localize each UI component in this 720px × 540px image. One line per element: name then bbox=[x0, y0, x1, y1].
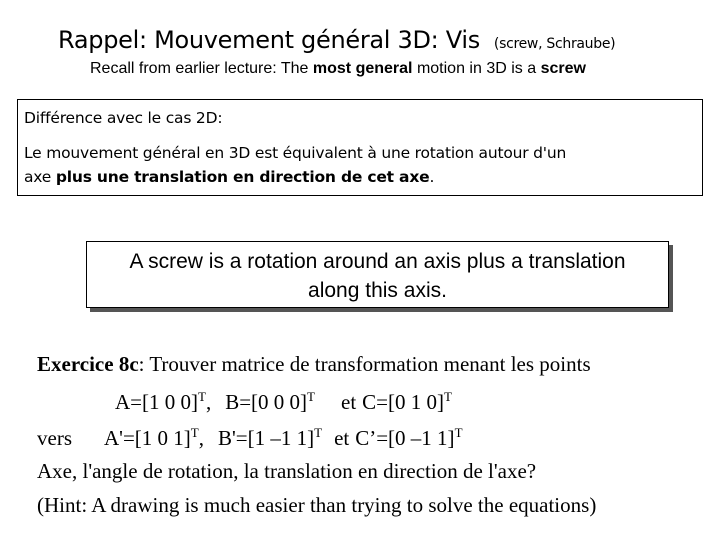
difference-box bbox=[17, 99, 703, 196]
transpose-B: T bbox=[307, 389, 315, 404]
comma-A: , bbox=[205, 390, 212, 414]
title-main: Rappel: Mouvement général 3D: Vis bbox=[58, 26, 480, 54]
vers-label: vers bbox=[37, 426, 72, 450]
exercise-hint: (Hint: A drawing is much easier than trying to solve the equations) bbox=[37, 493, 597, 517]
point-B-prime: B'=[1 –1 1] bbox=[217, 426, 315, 450]
transpose-A-prime: T bbox=[190, 425, 199, 440]
difference-line-2 bbox=[24, 168, 434, 186]
slide-title bbox=[58, 26, 615, 54]
slide-subtitle bbox=[90, 60, 586, 78]
difference-line-2-post: . bbox=[429, 168, 435, 186]
point-A-prime: A'=[1 0 1] bbox=[104, 426, 191, 450]
subtitle-pre: Recall from earlier lecture: The bbox=[90, 60, 313, 77]
transpose-A: T bbox=[198, 389, 206, 404]
subtitle-bold-2: screw bbox=[540, 60, 586, 77]
transpose-B-prime: T bbox=[314, 425, 323, 440]
difference-line-2-bold: plus une translation en direction de cet axe bbox=[55, 168, 430, 186]
point-A: A=[1 0 0] bbox=[115, 390, 198, 414]
exercise-line-2 bbox=[115, 390, 452, 415]
screw-definition-line-2: along this axis. bbox=[308, 279, 447, 302]
exercise-line-3 bbox=[37, 426, 463, 451]
screw-definition-box bbox=[86, 241, 669, 308]
and-1: et bbox=[341, 390, 357, 414]
point-C-prime: C’=[0 –1 1] bbox=[355, 426, 455, 450]
exercise-intro: : Trouver matrice de transformation menant les points bbox=[138, 352, 591, 376]
difference-line-1: Le mouvement général en 3D est équivalent à une rotation autour d'un bbox=[24, 144, 567, 162]
screw-definition-line-1: A screw is a rotation around an axis plus a translation bbox=[129, 250, 626, 273]
title-paren: (screw, Schraube) bbox=[493, 36, 616, 52]
exercise-label: Exercice 8c bbox=[37, 352, 139, 376]
transpose-C-prime: T bbox=[454, 425, 463, 440]
exercise-line-4: Axe, l'angle de rotation, la translation en direction de l'axe? bbox=[37, 459, 537, 483]
comma-A-prime: , bbox=[198, 426, 204, 450]
subtitle-bold-1: most general bbox=[312, 60, 413, 77]
transpose-C: T bbox=[444, 389, 452, 404]
point-C: C=[0 1 0] bbox=[362, 390, 444, 414]
and-2: et bbox=[334, 426, 350, 450]
subtitle-mid: motion in 3D is a bbox=[412, 60, 541, 77]
difference-heading: Différence avec le cas 2D: bbox=[24, 109, 223, 127]
exercise-line-1 bbox=[37, 352, 591, 377]
difference-line-2-pre: axe bbox=[24, 168, 56, 186]
point-B: B=[0 0 0] bbox=[225, 390, 308, 414]
